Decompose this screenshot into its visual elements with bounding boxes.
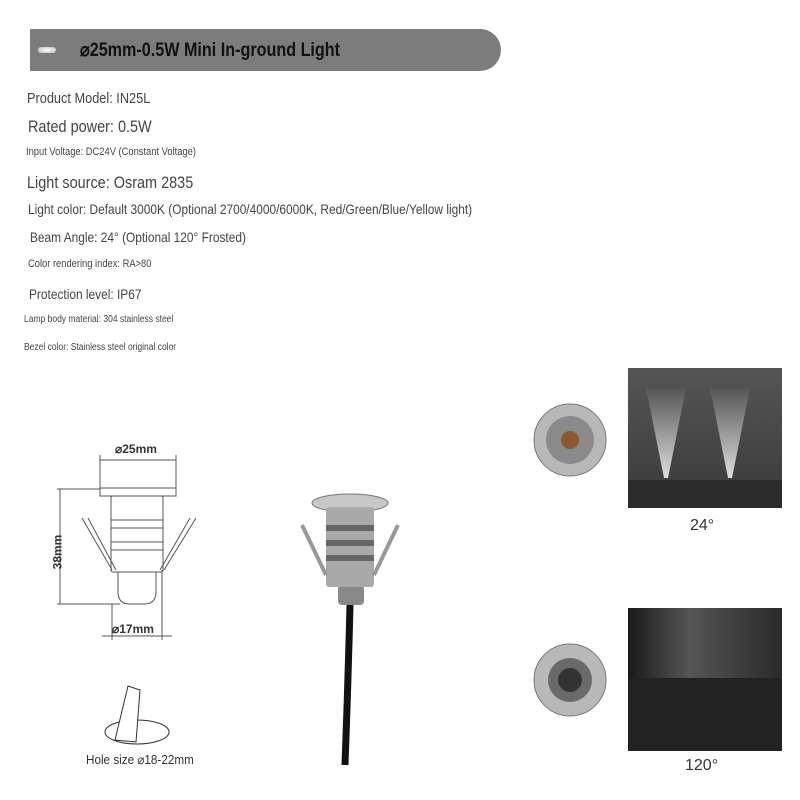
hole-size-label: Hole size ⌀18-22mm	[86, 752, 194, 767]
spec-protection: Protection level: IP67	[29, 286, 142, 302]
beam-24-photo	[628, 368, 782, 508]
spec-beam: Beam Angle: 24° (Optional 120° Frosted)	[30, 229, 246, 245]
light-glow-icon	[38, 47, 56, 53]
spec-source: Light source: Osram 2835	[27, 173, 194, 192]
product-title: ⌀25mm-0.5W Mini In-ground Light	[80, 39, 341, 61]
spec-power: Rated power: 0.5W	[28, 117, 152, 136]
product-photo	[290, 485, 410, 775]
spec-model: Product Model: IN25L	[27, 90, 151, 107]
beam-24-label: 24°	[690, 517, 715, 534]
spec-bezel: Bezel color: Stainless steel original color	[24, 342, 177, 353]
spec-voltage: Input Voltage: DC24V (Constant Voltage)	[26, 146, 196, 158]
spec-color: Light color: Default 3000K (Optional 2700/4000/6000K, Red/Green/Blue/Yellow light)	[28, 201, 473, 217]
width-label: ⌀25mm	[115, 442, 157, 456]
beam-120-photo	[628, 608, 782, 751]
hole-saw-icon	[100, 680, 175, 750]
beam-120-label: 120°	[685, 757, 719, 774]
lamp-front-120	[532, 642, 608, 718]
height-label: 38mm	[50, 534, 65, 570]
spec-cri: Color rendering index: RA>80	[28, 258, 152, 270]
lamp-front-24	[532, 402, 608, 478]
spec-material: Lamp body material: 304 stainless steel	[24, 314, 174, 325]
title-banner	[30, 29, 501, 71]
base-label: ⌀17mm	[112, 622, 154, 636]
